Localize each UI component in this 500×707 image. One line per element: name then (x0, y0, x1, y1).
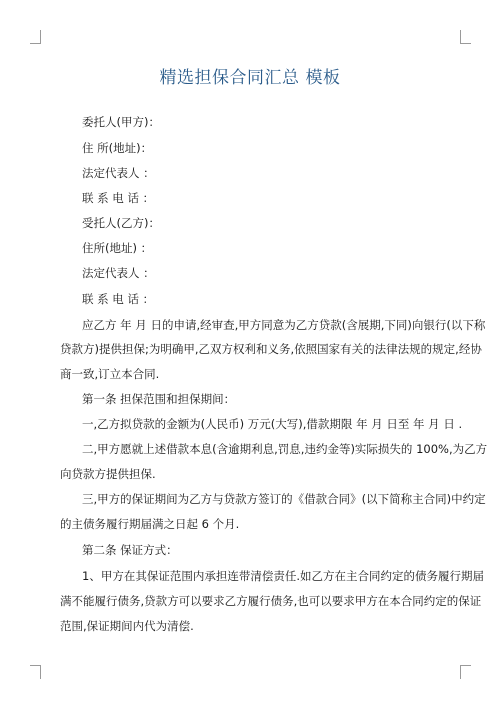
article1-item3-line: 的主债务履行期届满之日起 6 个月. (60, 517, 240, 531)
trustee-address-label: 住所(地址) ： (82, 241, 153, 255)
intro-paragraph-line: 商一致,订立本合同. (60, 367, 160, 381)
principal-phone-label: 联 系 电 话 ： (82, 191, 155, 205)
article2-item1-line: 1、甲方在其保证范围内承担连带清偿责任.如乙方在主合同约定的债务履行期届 (82, 569, 484, 583)
principal-address-label: 住 所(地址)： (82, 141, 153, 155)
document-title: 精选担保合同汇总 模板 (159, 68, 341, 88)
article1-heading: 第一条 担保范围和担保期间： (82, 392, 236, 406)
article1-item2-line: 二,甲方愿就上述借款本息(含逾期利息,罚息,违约金等)实际损失的 100%,为乙方 (82, 442, 488, 456)
article1-item2-line: 向贷款方提供担保. (60, 467, 156, 481)
article1-item3-line: 三,甲方的保证期间为乙方与贷款方签订的《借款合同》(以下简称主合同)中约定 (82, 492, 486, 506)
article1-item1: 一,乙方拟贷款的金额为(人民币) 万元(大写),借款期限 年 月 日至 年 月 日 . (82, 417, 463, 431)
crop-mark-bottom-right (460, 665, 471, 679)
principal-legal-rep-label: 法定代表人 ： (82, 166, 155, 180)
crop-mark-bottom-left (30, 665, 41, 679)
crop-mark-top-right (460, 30, 471, 44)
intro-paragraph-line: 贷款方)提供担保;为明确甲,乙双方权利和义务,依照国家有关的法律法规的规定,经协 (60, 342, 482, 356)
principal-label: 委托人(甲方)： (82, 115, 160, 129)
article2-heading: 第二条 保证方式： (82, 543, 178, 557)
article2-item1-line: 满不能履行债务,贷款方可以要求乙方履行债务,也可以要求甲方在本合同约定的保证 (60, 594, 482, 608)
trustee-legal-rep-label: 法定代表人 ： (82, 266, 155, 280)
trustee-phone-label: 联 系 电 话 ： (82, 292, 155, 306)
trustee-label: 受托人(乙方)： (82, 216, 160, 230)
crop-mark-top-left (30, 30, 41, 44)
article2-item1-line: 范围,保证期间内代为清偿. (60, 619, 194, 633)
intro-paragraph-line: 应乙方 年 月 日的申请,经审查,甲方同意为乙方贷款(含展期,下同)向银行(以下称 (82, 318, 486, 332)
